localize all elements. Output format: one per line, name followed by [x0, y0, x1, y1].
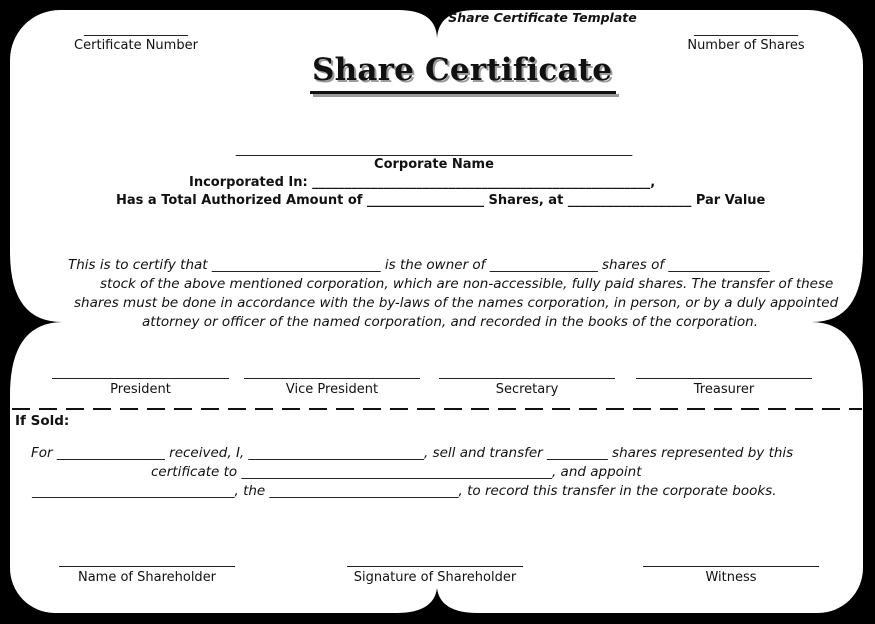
corporate-name-field[interactable]: _____________________________________________________________: [235, 142, 633, 157]
certify-line-2: stock of the above mentioned corporation, which are non-accessible, fully paid shares. The transfer of these: [100, 276, 834, 292]
witness-signature-line[interactable]: [643, 566, 819, 567]
sold-line-3[interactable]: ______________________________, the ____________________________, to record this transfer in the corporate books.: [32, 483, 777, 499]
president-label: President: [110, 382, 171, 397]
certificate-number-field[interactable]: ________________: [84, 22, 188, 37]
treasurer-label: Treasurer: [693, 382, 755, 397]
signature-of-shareholder-label: Signature of Shareholder: [353, 570, 517, 585]
president-signature-line[interactable]: [52, 378, 229, 379]
treasurer-signature-line[interactable]: [636, 378, 812, 379]
vice-president-signature-line[interactable]: [244, 378, 420, 379]
dashed-separator: [12, 408, 862, 410]
title-underline: [310, 91, 616, 94]
number-of-shares-field[interactable]: ________________: [694, 22, 798, 37]
sold-line-1[interactable]: For ________________ received, I, __________________________, sell and transfer _________ shares represented by this: [31, 445, 794, 461]
name-of-shareholder-line[interactable]: [59, 566, 235, 567]
if-sold-heading: If Sold:: [15, 413, 70, 429]
sold-line-2[interactable]: certificate to ______________________________________________, and appoint: [151, 464, 642, 480]
vice-president-label: Vice President: [285, 382, 379, 397]
certify-line-4: attorney or officer of the named corporation, and recorded in the books of the corporation.: [142, 314, 759, 330]
name-of-shareholder-label: Name of Shareholder: [77, 570, 217, 585]
authorized-amount-line[interactable]: Has a Total Authorized Amount of __________________ Shares, at ___________________ Par Value: [116, 193, 766, 208]
incorporated-in-line[interactable]: Incorporated In: ____________________________________________________,: [189, 175, 656, 190]
certificate-title-block: [312, 50, 612, 90]
witness-label: Witness: [705, 570, 757, 585]
secretary-signature-line[interactable]: [439, 378, 615, 379]
number-of-shares-label: Number of Shares: [687, 38, 805, 53]
certificate-title: Share Certificate: [312, 52, 613, 88]
certify-line-1[interactable]: This is to certify that _________________________ is the owner of ________________ shares of _______________: [68, 257, 770, 273]
corporate-name-label: Corporate Name: [374, 157, 494, 172]
signature-of-shareholder-line[interactable]: [347, 566, 523, 567]
secretary-label: Secretary: [495, 382, 559, 397]
certificate-number-label: Certificate Number: [74, 38, 198, 53]
certify-line-3: shares must be done in accordance with the by-laws of the names corporation, in person, or by a duly appointed: [74, 295, 839, 311]
template-title: Share Certificate Template: [448, 10, 637, 25]
